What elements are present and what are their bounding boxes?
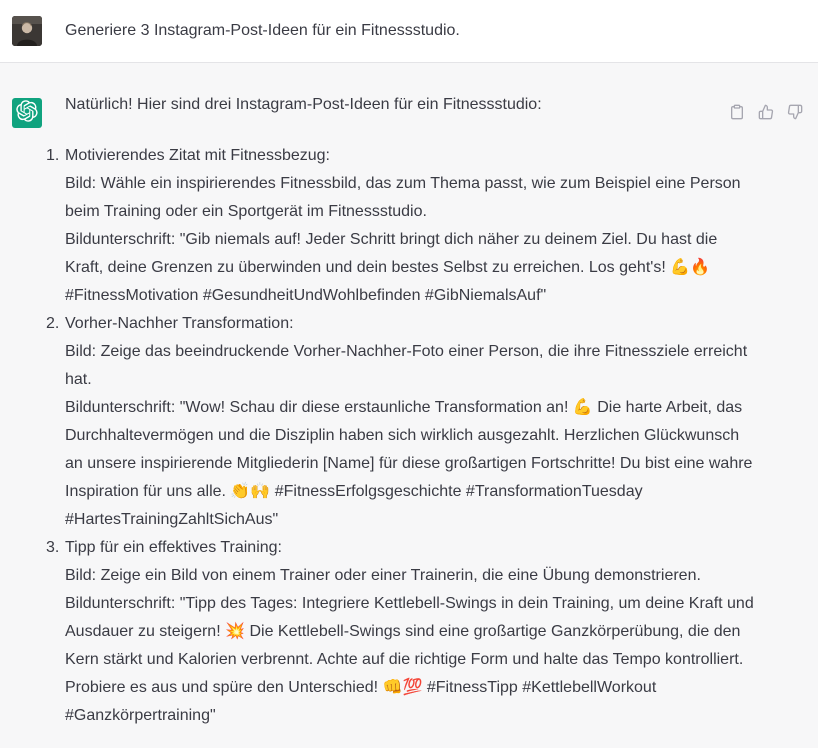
item-title: Tipp für ein effektives Training:: [65, 539, 282, 556]
idea-list: [46, 142, 755, 730]
list-item: [46, 142, 755, 310]
user-photo-icon: [12, 33, 42, 46]
copy-button[interactable]: [728, 103, 745, 120]
openai-logo-icon: [16, 100, 38, 127]
item-image-line: Bild: Zeige ein Bild von einem Trainer oder einer Trainerin, die eine Übung demonstrieren.: [65, 567, 701, 584]
item-caption-line: Bildunterschrift: "Tipp des Tages: Integriere Kettlebell-Swings in dein Training, um deine Kraft und Ausdauer zu steigern! 💥 Die Kettlebell-Swings sind eine großartige Ganzkörperübung, die den Kern stärkt und Kalorien verbrennt. Achte auf die richtige Form und halte das Tempo kontrolliert. Probiere es aus und spüre den Unterschied! 👊💯 #FitnessTipp #KettlebellWorkout #Ganzkörpertraining": [65, 595, 754, 724]
thumbs-down-icon: [787, 104, 803, 120]
item-title: Motivierendes Zitat mit Fitnessbezug:: [65, 147, 330, 164]
item-caption-line: Bildunterschrift: "Gib niemals auf! Jeder Schritt bringt dich näher zu deinem Ziel. Du hast die Kraft, deine Grenzen zu überwinden und dein bestes Selbst zu erreichen. Los geht's! 💪🔥 #FitnessMotivation #GesundheitUndWohlbefinden #GibNiemalsAuf": [65, 231, 718, 304]
user-message-row: [0, 0, 818, 62]
list-item-number: 1.: [46, 147, 60, 164]
thumbs-up-icon: [758, 104, 774, 120]
assistant-message-row: [0, 62, 818, 748]
list-item-number: 3.: [46, 539, 60, 556]
item-image-line: Bild: Wähle ein inspirierendes Fitnessbild, das zum Thema passt, wie zum Beispiel eine Person beim Training oder ein Sportgerät im Fitnessstudio.: [65, 175, 741, 220]
list-item-number: 2.: [46, 315, 60, 332]
list-item: [46, 534, 755, 730]
assistant-intro-text: Natürlich! Hier sind drei Instagram-Post-Ideen für ein Fitnessstudio:: [65, 96, 542, 113]
list-item: [46, 310, 755, 534]
assistant-avatar: [12, 98, 42, 128]
item-caption-line: Bildunterschrift: "Wow! Schau dir diese erstaunliche Transformation an! 💪 Die harte Arbeit, das Durchhaltevermögen und die Disziplin haben sich wirklich ausgezahlt. Herzlichen Glückwunsch an unsere inspirierende Mitgliederin [Name] für diese großartigen Fortschritte! Du bist eine wahre Inspiration für uns alle. 👏🙌 #FitnessErfolgsgeschichte #TransformationTuesday #HartesTrainingZahltSichAus": [65, 399, 753, 528]
thumbs-up-button[interactable]: [757, 103, 774, 120]
user-avatar: [12, 16, 42, 46]
item-title: Vorher-Nachher Transformation:: [65, 315, 294, 332]
user-message-text: Generiere 3 Instagram-Post-Ideen für ein Fitnessstudio.: [65, 22, 460, 39]
thumbs-down-button[interactable]: [786, 103, 803, 120]
message-actions: [728, 103, 803, 120]
clipboard-icon: [729, 104, 745, 120]
item-image-line: Bild: Zeige das beeindruckende Vorher-Nachher-Foto einer Person, die ihre Fitnessziele erreicht hat.: [65, 343, 748, 388]
